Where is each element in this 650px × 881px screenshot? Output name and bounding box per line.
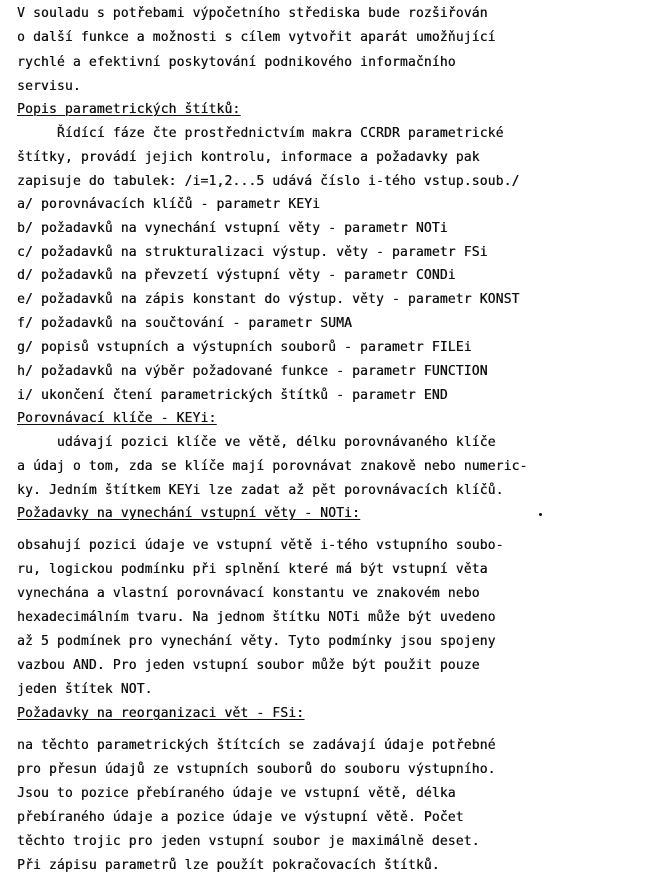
body-line: zapisuje do tabulek: /i=1,2...5 udává číslo i-tého vstup.soub./ [17,174,520,189]
body-line: Při zápisu parametrů lze použít pokračovacích štítků. [17,858,440,873]
body-line: pro přesun údajů ze vstupních souborů do souboru výstupního. [17,762,496,777]
body-line: vazbou AND. Pro jeden vstupní soubor může být použit pouze [17,658,480,673]
list-item: b/ požadavků na vynechání vstupní věty - parametr NOTi [17,221,448,236]
body-line: štítky, provádí jejich kontrolu, informace a požadavky pak [17,150,480,165]
intro-line: rychlé a efektivní poskytování podnikového informačního [17,55,456,70]
stray-dot [539,513,542,516]
list-item: e/ požadavků na zápis konstant do výstup. věty - parametr KONST [17,292,520,307]
list-item: f/ požadavků na součtování - parametr SUMA [17,316,353,331]
body-line: Řídící fáze čte prostřednictvím makra CCRDR parametrické [17,126,504,141]
list-item: c/ požadavků na strukturalizaci výstup. věty - parametr FSi [17,245,488,260]
section-heading-keys: Porovnávací klíče - KEYi: [17,411,217,426]
body-line: přebíraného údaje a pozice údaje ve výstupní větě. Počet [17,810,464,825]
list-item: i/ ukončení čtení parametrických štítků - parametr END [17,388,448,403]
list-item: a/ porovnávacích klíčů - parametr KEYi [17,197,321,212]
intro-line: o další funkce a možnosti s cílem vytvořit aparát umožňující [17,30,496,45]
body-line: hexadecimálním tvaru. Na jednom štítku NOTi může být uvedeno [17,610,496,625]
body-line: až 5 podmínek pro vynechání věty. Tyto podmínky jsou spojeny [17,634,496,649]
body-line: ru, logickou podmínku při splnění které má být vstupní věta [17,562,488,577]
section-heading-fs: Požadavky na reorganizaci vět - FSi: [17,706,305,721]
body-line: ky. Jedním štítkem KEYi lze zadat až pět porovnávacích klíčů. [17,483,504,498]
intro-line: servisu. [17,79,81,94]
body-line: udávají pozici klíče ve větě, délku porovnávaného klíče [17,435,496,450]
section-heading-params: Popis parametrických štítků: [17,102,241,117]
section-heading-not: Požadavky na vynechání vstupní věty - NOTi: [17,506,360,521]
list-item: d/ požadavků na převzetí výstupní věty - parametr CONDi [17,268,456,283]
body-line: obsahují pozici údaje ve vstupní větě i-tého vstupního soubo- [17,538,504,553]
list-item: g/ popisů vstupních a výstupních souborů - parametr FILEi [17,340,472,355]
body-line: těchto trojic pro jeden vstupní soubor je maximálně deset. [17,834,480,849]
intro-line: V souladu s potřebami výpočetního střediska bude rozšiřován [17,6,488,21]
body-line: na těchto parametrických štítcích se zadávají údaje potřebné [17,738,496,753]
body-line: Jsou to pozice přebíraného údaje ve vstupní větě, délka [17,786,456,801]
body-line: a údaj o tom, zda se klíče mají porovnávat znakově nebo numeric- [17,459,528,474]
body-line: jeden štítek NOT. [17,682,153,697]
list-item: h/ požadavků na výběr požadované funkce - parametr FUNCTION [17,364,488,379]
body-line: vynechána a vlastní porovnávací konstantu ve znakovém nebo [17,586,480,601]
